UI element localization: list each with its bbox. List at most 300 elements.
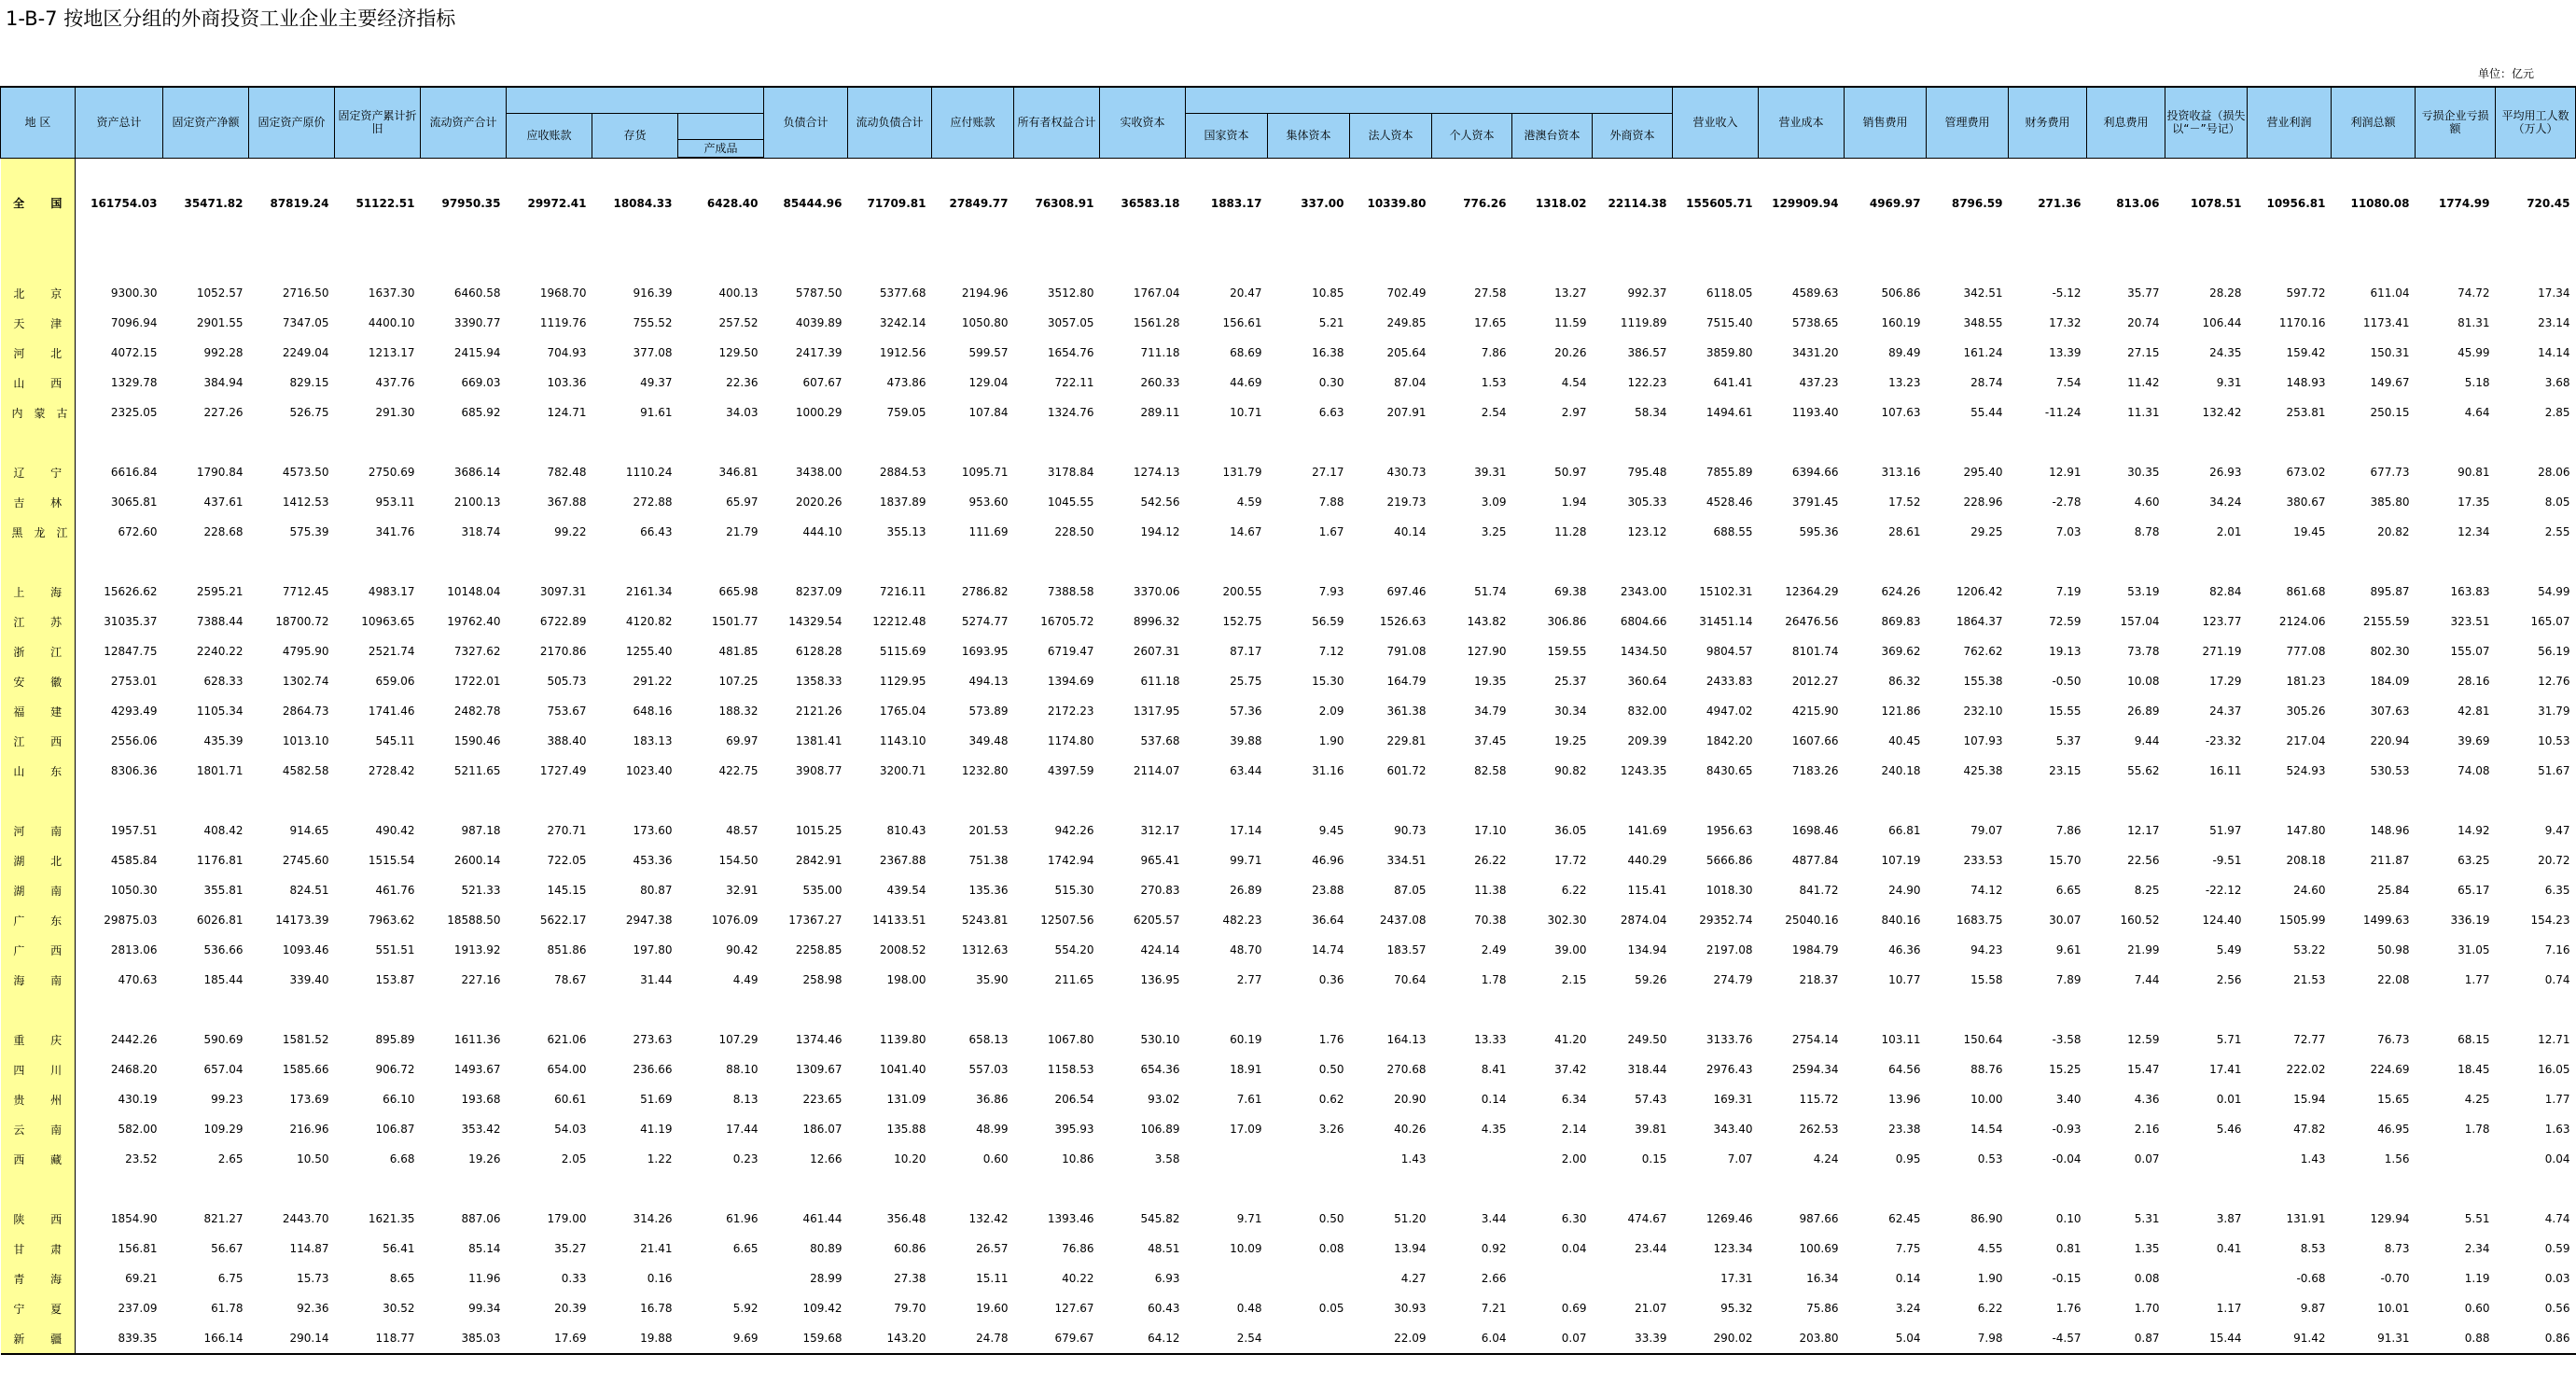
value-cell: -23.32 [2205, 734, 2242, 747]
value-cell: 6.93 [1154, 1272, 1180, 1285]
value-cell: 37.42 [1554, 1063, 1587, 1076]
value-cell: 103.36 [547, 376, 587, 389]
value-cell: 3431.20 [1791, 346, 1839, 359]
value-cell: 21.79 [726, 525, 759, 538]
value-cell: 1093.46 [282, 943, 329, 956]
value-cell: 270.83 [1140, 884, 1180, 897]
value-cell: 203.80 [1759, 1323, 1845, 1354]
table-body [1, 158, 2576, 1354]
value-cell: 31.79 [2538, 705, 2570, 718]
value-cell: 573.89 [968, 705, 1009, 718]
value-cell: 704.93 [547, 346, 587, 359]
value-cell: 10.53 [2538, 734, 2570, 747]
table-row [1, 1114, 2576, 1144]
value-cell: 29352.74 [1699, 914, 1753, 927]
value-cell: 74.08 [2458, 764, 2490, 777]
empty-cell [1014, 427, 1100, 457]
value-cell: 5.18 [2464, 376, 2490, 389]
value-cell: 4.24 [1813, 1152, 1839, 1166]
empty-cell [1014, 547, 1100, 577]
page-title: 1-B-7 按地区分组的外商投资工业企业主要经济指标 [6, 7, 456, 30]
value-cell: 1526.63 [1379, 615, 1427, 628]
header-current-assets-group [507, 87, 764, 113]
value-cell: 12.91 [2049, 466, 2082, 479]
value-cell: 953.60 [968, 496, 1009, 509]
header-finance-exp: 财务费用 [2009, 87, 2087, 158]
value-cell: 274.79 [1713, 973, 1753, 986]
table-row [1, 1293, 2576, 1323]
value-cell: 7388.44 [196, 615, 244, 628]
value-cell: 21.53 [2293, 973, 2326, 986]
empty-cell [1432, 1174, 1512, 1204]
value-cell: 135.36 [968, 884, 1009, 897]
value-cell: 440.29 [1627, 854, 1667, 867]
value-cell: 115.72 [1799, 1093, 1839, 1106]
value-cell: 106.44 [2202, 316, 2242, 329]
empty-cell [1014, 248, 1100, 278]
value-cell: 13.96 [1888, 1093, 1921, 1106]
value-cell: 337.00 [1301, 196, 1344, 210]
value-cell: 152.75 [1222, 615, 1262, 628]
value-cell: 90.73 [1394, 824, 1427, 837]
value-cell: 575.39 [289, 525, 329, 538]
value-cell: 1607.66 [1791, 734, 1839, 747]
value-cell: 68.69 [1230, 346, 1262, 359]
value-cell: 5.51 [2464, 1212, 2490, 1225]
value-cell: 229.81 [1386, 734, 1427, 747]
value-cell: 4072.15 [110, 346, 158, 359]
value-cell: 1078.51 [2190, 196, 2242, 210]
empty-cell [592, 427, 678, 457]
empty-cell [1845, 995, 1927, 1025]
value-cell: 66.10 [383, 1093, 415, 1106]
value-cell: 95.32 [1720, 1302, 1753, 1315]
spacer-row [1, 786, 2576, 816]
value-cell: 424.14 [1140, 943, 1180, 956]
value-cell: 17.29 [2209, 675, 2242, 688]
value-cell: 5622.17 [539, 914, 587, 927]
empty-cell [592, 1174, 678, 1204]
empty-cell [848, 248, 932, 278]
value-cell: 2161.34 [625, 585, 673, 598]
value-cell: 1.77 [2464, 973, 2490, 986]
value-cell: 141.69 [1627, 824, 1667, 837]
value-cell: 2786.82 [961, 585, 1009, 598]
value-cell: 11.38 [1474, 884, 1507, 897]
value-cell: 17.35 [2458, 496, 2490, 509]
value-cell: 34.79 [1474, 705, 1507, 718]
header-receivables: 应收账款 [507, 113, 592, 158]
value-cell: 762.62 [1963, 645, 2003, 658]
empty-cell [163, 248, 249, 278]
value-cell: 5243.81 [961, 914, 1009, 927]
value-cell: 1774.99 [2438, 196, 2490, 210]
value-cell: 1.35 [2134, 1242, 2160, 1255]
value-cell: 755.52 [633, 316, 673, 329]
value-cell [1186, 1263, 1268, 1293]
value-cell: 94.23 [1970, 943, 2003, 956]
value-cell: 44.69 [1230, 376, 1262, 389]
value-cell: 6.04 [1432, 1323, 1512, 1354]
value-cell: 15.55 [2049, 705, 2082, 718]
value-cell: 1.17 [2216, 1302, 2242, 1315]
value-cell: 611.18 [1140, 675, 1180, 688]
header-state-capital: 国家资本 [1186, 113, 1268, 158]
value-cell: 135.88 [886, 1123, 926, 1136]
value-cell: 28.61 [1888, 525, 1921, 538]
value-cell: 395.93 [1054, 1123, 1094, 1136]
value-cell: 20.90 [1394, 1093, 1427, 1106]
value-cell: 41.19 [640, 1123, 673, 1136]
value-cell: 4589.63 [1791, 286, 1839, 300]
value-cell: 65.17 [2458, 884, 2490, 897]
value-cell: 4400.10 [368, 316, 415, 329]
value-cell: 453.36 [633, 854, 673, 867]
empty-cell [678, 427, 764, 457]
empty-cell [764, 786, 848, 816]
value-cell: 88.76 [1970, 1063, 2003, 1076]
value-cell: 19.26 [468, 1152, 501, 1166]
value-cell: 505.73 [547, 675, 587, 688]
value-cell: 26.22 [1474, 854, 1507, 867]
value-cell: 4528.46 [1706, 496, 1753, 509]
empty-cell [1845, 786, 1927, 816]
value-cell: 1206.42 [1956, 585, 2003, 598]
value-cell: 6.22 [1977, 1302, 2003, 1315]
value-cell: 2482.78 [453, 705, 501, 718]
spacer-row [1, 427, 2576, 457]
value-cell: 12.76 [2538, 675, 2570, 688]
value-cell: 4573.50 [282, 466, 329, 479]
value-cell: 129.04 [968, 376, 1009, 389]
value-cell: 810.43 [886, 824, 926, 837]
value-cell: 1.78 [1481, 973, 1507, 986]
value-cell: 9300.30 [110, 286, 158, 300]
value-cell: 9.87 [2300, 1302, 2326, 1315]
value-cell: 14.92 [2458, 824, 2490, 837]
value-cell: 8.13 [732, 1093, 759, 1106]
value-cell: 76.86 [1062, 1242, 1094, 1255]
value-cell: 6205.57 [1133, 914, 1180, 927]
value-cell: 2.09 [1318, 705, 1344, 718]
value-cell: 181.23 [2286, 675, 2326, 688]
value-cell: -0.68 [2296, 1272, 2326, 1285]
value-cell: 0.15 [1641, 1152, 1667, 1166]
value-cell: 10.85 [1312, 286, 1344, 300]
value-cell: 4.55 [1977, 1242, 2003, 1255]
value-cell: 26476.56 [1785, 615, 1839, 628]
empty-cell [678, 248, 764, 278]
empty-cell [2087, 995, 2165, 1025]
value-cell: 0.69 [1561, 1302, 1587, 1315]
header-total-profit: 利润总额 [2332, 87, 2416, 158]
value-cell: 200.55 [1222, 585, 1262, 598]
value-cell: 551.51 [375, 943, 415, 956]
value-cell: 39.00 [1554, 943, 1587, 956]
value-cell: 1119.76 [539, 316, 587, 329]
value-cell [1186, 1144, 1268, 1174]
table-row [1, 1234, 2576, 1263]
value-cell: 851.86 [547, 943, 587, 956]
value-cell: 20.72 [2538, 854, 2570, 867]
value-cell: 131.79 [1222, 466, 1262, 479]
empty-cell [1100, 995, 1186, 1025]
value-cell: 4582.58 [282, 764, 329, 777]
value-cell: 1957.51 [110, 824, 158, 837]
value-cell: 39.81 [1635, 1123, 1667, 1136]
value-cell: 1621.35 [368, 1212, 415, 1225]
empty-cell [932, 547, 1014, 577]
value-cell: 109.42 [802, 1302, 842, 1315]
empty-cell [2332, 248, 2416, 278]
value-cell: 2197.08 [1706, 943, 1753, 956]
empty-cell [335, 786, 421, 816]
empty-cell [1268, 427, 1350, 457]
value-cell: 1984.79 [1791, 943, 1839, 956]
value-cell: 61.78 [211, 1302, 244, 1315]
header-total-assets: 资产总计 [76, 87, 163, 158]
value-cell: 10963.65 [361, 615, 415, 628]
value-cell: 318.74 [461, 525, 501, 538]
value-cell: 343.40 [1713, 1123, 1753, 1136]
value-cell: 1095.71 [961, 466, 1009, 479]
value-cell: 679.67 [1014, 1323, 1100, 1354]
value-cell: 302.30 [1547, 914, 1587, 927]
value-cell: 1050.30 [110, 884, 158, 897]
value-cell: -5.12 [2052, 286, 2082, 300]
value-cell: 9804.57 [1706, 645, 1753, 658]
value-cell: 7.19 [2055, 585, 2082, 598]
value-cell: 24.60 [2293, 884, 2326, 897]
value-cell: 99.71 [1230, 854, 1262, 867]
value-cell: 2595.21 [196, 585, 244, 598]
table-row [1, 756, 2576, 786]
value-cell: 1912.56 [879, 346, 926, 359]
value-cell: 5.21 [1318, 316, 1344, 329]
value-cell: 122.23 [1627, 376, 1667, 389]
region-cell: 吉 林 [1, 487, 76, 517]
empty-cell [335, 995, 421, 1025]
value-cell: 360.64 [1627, 675, 1667, 688]
value-cell: 6118.05 [1706, 286, 1753, 300]
value-cell: 861.68 [2286, 585, 2326, 598]
header-region: 地 区 [1, 87, 76, 158]
value-cell: 4983.17 [368, 585, 415, 598]
empty-cell [2087, 248, 2165, 278]
empty-cell [1759, 995, 1845, 1025]
value-cell: 132.42 [968, 1212, 1009, 1225]
value-cell: 654.36 [1140, 1063, 1180, 1076]
value-cell: 6.68 [389, 1152, 415, 1166]
value-cell: 2.85 [2544, 406, 2570, 419]
value-cell: 29875.03 [104, 914, 158, 927]
table-row [1, 816, 2576, 845]
value-cell: 17.34 [2538, 286, 2570, 300]
value-cell: 76.73 [2377, 1033, 2410, 1046]
value-cell: 669.03 [461, 376, 501, 389]
value-cell: 22.09 [1350, 1323, 1432, 1354]
value-cell: 7.44 [2134, 973, 2160, 986]
header-cost: 营业成本 [1759, 87, 1845, 158]
value-cell: 33.39 [1593, 1323, 1673, 1354]
value-cell: 494.13 [968, 675, 1009, 688]
value-cell: 2020.26 [795, 496, 842, 509]
value-cell: 1501.77 [711, 615, 759, 628]
value-cell: 10.01 [2377, 1302, 2410, 1315]
empty-cell [2009, 248, 2087, 278]
empty-cell [1186, 1174, 1268, 1204]
value-cell: 3.68 [2544, 376, 2570, 389]
value-cell: 216.96 [289, 1123, 329, 1136]
value-cell: 408.42 [203, 824, 244, 837]
value-cell: 159.55 [1547, 645, 1587, 658]
header-revenue: 营业收入 [1673, 87, 1759, 158]
value-cell: 1302.74 [282, 675, 329, 688]
value-cell [1268, 1144, 1350, 1174]
value-cell: 45.99 [2458, 346, 2490, 359]
empty-cell [2416, 1174, 2496, 1204]
value-cell: 17.69 [507, 1323, 592, 1354]
value-cell: 474.67 [1627, 1212, 1667, 1225]
value-cell: 7096.94 [110, 316, 158, 329]
value-cell: 0.60 [982, 1152, 1009, 1166]
value-cell: 17.65 [1474, 316, 1507, 329]
value-cell: 0.14 [1895, 1272, 1921, 1285]
value-cell: 597.72 [2286, 286, 2326, 300]
value-cell: 813.06 [2116, 196, 2160, 210]
empty-cell [2496, 547, 2576, 577]
empty-cell [2416, 427, 2496, 457]
value-cell: 11.42 [2127, 376, 2160, 389]
value-cell: 27.15 [2127, 346, 2160, 359]
value-cell: 1741.46 [368, 705, 415, 718]
region-cell: 福 建 [1, 696, 76, 726]
table-row [1, 845, 2576, 875]
value-cell: 41.20 [1554, 1033, 1587, 1046]
empty-cell [2248, 427, 2332, 457]
value-cell: 15.44 [2165, 1323, 2248, 1354]
value-cell: 7.03 [2055, 525, 2082, 538]
value-cell: 205.64 [1386, 346, 1427, 359]
value-cell: 36.64 [1312, 914, 1344, 927]
value-cell: 129.94 [2370, 1212, 2410, 1225]
value-cell: 163.83 [2450, 585, 2490, 598]
value-cell: 51.69 [640, 1093, 673, 1106]
value-cell: 369.62 [1881, 645, 1921, 658]
value-cell: 1193.40 [1791, 406, 1839, 419]
empty-cell [507, 427, 592, 457]
empty-cell [2332, 1174, 2416, 1204]
value-cell: 711.18 [1140, 346, 1180, 359]
value-cell: 79.07 [1970, 824, 2003, 837]
value-cell: 201.53 [968, 824, 1009, 837]
value-cell: 50.97 [1554, 466, 1587, 479]
value-cell: 17.09 [1230, 1123, 1262, 1136]
value-cell: 19.88 [592, 1323, 678, 1354]
value-cell: 795.48 [1627, 466, 1667, 479]
empty-cell [507, 786, 592, 816]
value-cell: 21.07 [1635, 1302, 1667, 1315]
table-row [1, 666, 2576, 696]
empty-cell [2496, 995, 2576, 1025]
value-cell: 0.16 [647, 1272, 673, 1285]
value-cell: 26.89 [2127, 705, 2160, 718]
region-cell: 山 东 [1, 756, 76, 786]
value-cell: 91.61 [640, 406, 673, 419]
value-cell: 2607.31 [1133, 645, 1180, 658]
value-cell: 48.57 [726, 824, 759, 837]
value-cell: 218.37 [1799, 973, 1839, 986]
value-cell: 4947.02 [1706, 705, 1753, 718]
value-cell: 57.36 [1230, 705, 1262, 718]
table-row [1, 1263, 2576, 1293]
empty-cell [1512, 547, 1593, 577]
value-cell: 688.55 [1713, 525, 1753, 538]
header-fixed-dep: 固定资产累计折旧 [335, 87, 421, 158]
value-cell: 590.69 [203, 1033, 244, 1046]
empty-cell [507, 248, 592, 278]
value-cell: 1434.50 [1620, 645, 1667, 658]
value-cell: 6394.66 [1791, 466, 1839, 479]
value-cell: 657.04 [203, 1063, 244, 1076]
value-cell: 2.66 [1481, 1272, 1507, 1285]
value-cell: 9.47 [2544, 824, 2570, 837]
value-cell: 0.59 [2544, 1242, 2570, 1255]
value-cell: 1842.20 [1706, 734, 1753, 747]
empty-cell [1759, 547, 1845, 577]
value-cell: 1.90 [1318, 734, 1344, 747]
empty-cell [1186, 427, 1268, 457]
region-cell: 甘 肃 [1, 1234, 76, 1263]
table-row [1, 517, 2576, 547]
value-cell: 0.56 [2544, 1302, 2570, 1315]
region-cell: 重 庆 [1, 1025, 76, 1054]
value-cell: 791.08 [1386, 645, 1427, 658]
value-cell: 839.35 [76, 1323, 163, 1354]
value-cell: 18700.72 [275, 615, 329, 628]
value-cell: 2842.91 [795, 854, 842, 867]
value-cell: 13.23 [1888, 376, 1921, 389]
value-cell [678, 1263, 764, 1293]
value-cell: 8796.59 [1951, 196, 2003, 210]
value-cell: 1.67 [1318, 525, 1344, 538]
value-cell: 2.00 [1561, 1152, 1587, 1166]
value-cell: 29972.41 [527, 196, 587, 210]
value-cell: 21.99 [2127, 943, 2160, 956]
value-cell: 10.08 [2127, 675, 2160, 688]
empty-cell [932, 248, 1014, 278]
value-cell: 1173.41 [2362, 316, 2410, 329]
empty-cell [1512, 1174, 1593, 1204]
value-cell: 481.85 [718, 645, 759, 658]
value-cell: 131.09 [886, 1093, 926, 1106]
value-cell [2165, 1263, 2248, 1293]
value-cell: 1393.46 [1047, 1212, 1094, 1225]
empty-cell [1845, 547, 1927, 577]
value-cell: 179.00 [547, 1212, 587, 1225]
value-cell: 582.00 [118, 1123, 158, 1136]
value-cell: 14.14 [2538, 346, 2570, 359]
value-cell: 17.41 [2209, 1063, 2242, 1076]
value-cell: 106.89 [1140, 1123, 1180, 1136]
value-cell: 361.38 [1386, 705, 1427, 718]
value-cell: 270.68 [1386, 1063, 1427, 1076]
value-cell: 16.11 [2209, 764, 2242, 777]
value-cell: 0.53 [1977, 1152, 2003, 1166]
table-row [1, 726, 2576, 756]
value-cell: 4215.90 [1791, 705, 1839, 718]
value-cell: 217.04 [2286, 734, 2326, 747]
